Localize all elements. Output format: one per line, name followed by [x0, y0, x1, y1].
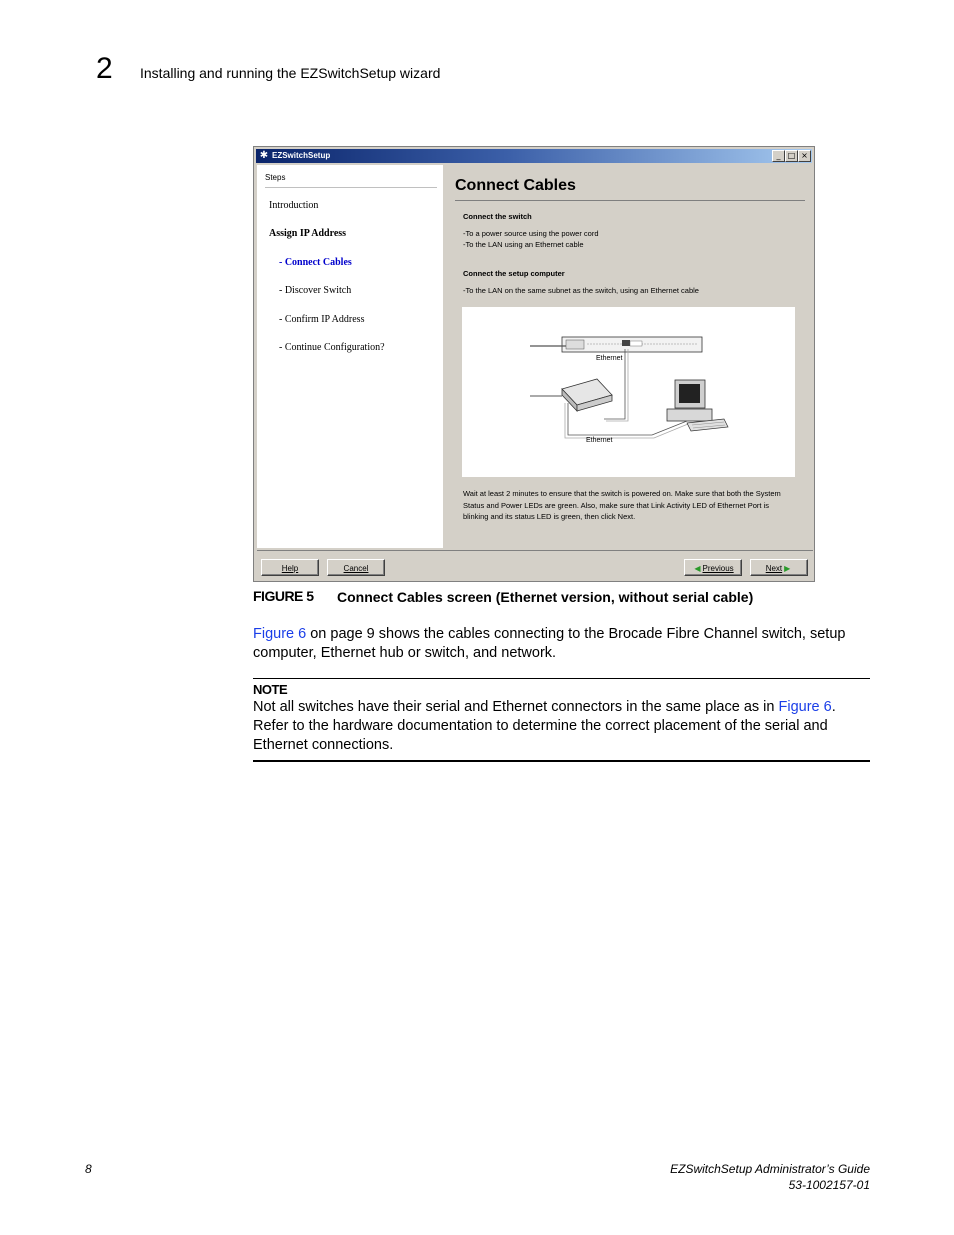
- connect-switch-power-line: -To a power source using the power cord: [463, 229, 599, 238]
- step-introduction: Introduction: [269, 200, 319, 211]
- ethernet-label-top: Ethernet: [596, 355, 623, 362]
- close-icon[interactable]: ×: [798, 150, 811, 162]
- step-connect-cables: - Connect Cables: [279, 257, 352, 268]
- steps-divider: [265, 187, 437, 188]
- connect-computer-lan-line: -To the LAN on the same subnet as the switch, using an Ethernet cable: [463, 286, 699, 295]
- minimize-icon[interactable]: _: [772, 150, 785, 162]
- cabling-diagram-graphic: [462, 307, 795, 477]
- window-titlebar: [256, 149, 812, 163]
- steps-heading: Steps: [265, 173, 286, 182]
- previous-button-label: Previous: [702, 564, 734, 573]
- ethernet-label-bottom: Ethernet: [586, 437, 613, 444]
- note-figure-6-link[interactable]: Figure 6: [778, 699, 832, 715]
- cabling-diagram: [462, 307, 795, 477]
- ezswitchsetup-window-screenshot: [253, 146, 815, 582]
- note-body: [253, 698, 873, 755]
- content-divider: [455, 200, 805, 201]
- step-assign-ip-address: Assign IP Address: [269, 228, 347, 239]
- footer-page-number: 8: [85, 1162, 92, 1176]
- note-text-after: . Refer to the hardware documentation to determine the correct placement of the serial and Ethernet connections.: [253, 699, 836, 753]
- content-pane: [445, 165, 812, 548]
- chapter-number: 2: [96, 52, 113, 85]
- help-button[interactable]: Help: [261, 559, 319, 576]
- maximize-icon[interactable]: □: [785, 150, 798, 162]
- figure-6-link[interactable]: Figure 6: [253, 626, 307, 642]
- connect-computer-heading: Connect the setup computer: [463, 269, 565, 278]
- step-discover-switch: - Discover Switch: [279, 285, 352, 296]
- content-title: Connect Cables: [455, 177, 576, 194]
- wait-instructions: Wait at least 2 minutes to ensure that the switch is powered on. Make sure that both the System Status and Power LEDs are green. Also, make sure that Link Activity LED of Ethernet Port is blinking and its status LED is green, then click Next.: [463, 489, 781, 521]
- note-bottom-rule: [253, 760, 870, 762]
- note-text-before: Not all switches have their serial and Ethernet connectors in the same place as in: [253, 699, 779, 715]
- next-button-label: Next: [765, 564, 783, 573]
- chapter-title: Installing and running the EZSwitchSetup wizard: [140, 65, 441, 81]
- note-top-rule: [253, 678, 870, 679]
- footer-guide-title: EZSwitchSetup Administrator’s Guide: [670, 1162, 870, 1176]
- previous-button[interactable]: [684, 559, 742, 576]
- step-continue-configuration: - Continue Configuration?: [279, 342, 385, 353]
- footer-doc-number: 53-1002157-01: [788, 1178, 870, 1192]
- note-heading: NOTE: [253, 682, 288, 697]
- cancel-button[interactable]: Cancel: [327, 559, 385, 576]
- figure-label: FIGURE 5: [253, 588, 314, 604]
- previous-arrow-icon: ◀: [694, 564, 701, 573]
- connect-switch-lan-line: -To the LAN using an Ethernet cable: [463, 240, 584, 249]
- connect-switch-heading: Connect the switch: [463, 212, 532, 221]
- body-paragraph-text: on page 9 shows the cables connecting to the Brocade Fibre Channel switch, setup computer, Ethernet hub or switch, and network.: [253, 626, 846, 661]
- next-arrow-icon: ▶: [784, 564, 791, 573]
- figure-caption: Connect Cables screen (Ethernet version, without serial cable): [337, 589, 754, 605]
- wizard-button-bar: [257, 550, 813, 581]
- computer-icon: [667, 409, 712, 421]
- next-button[interactable]: [750, 559, 808, 576]
- step-confirm-ip-address: - Confirm IP Address: [279, 314, 365, 325]
- app-icon: ✱: [259, 150, 269, 161]
- body-paragraph: [253, 625, 873, 663]
- window-title: EZSwitchSetup: [272, 151, 331, 160]
- steps-pane: [257, 165, 443, 548]
